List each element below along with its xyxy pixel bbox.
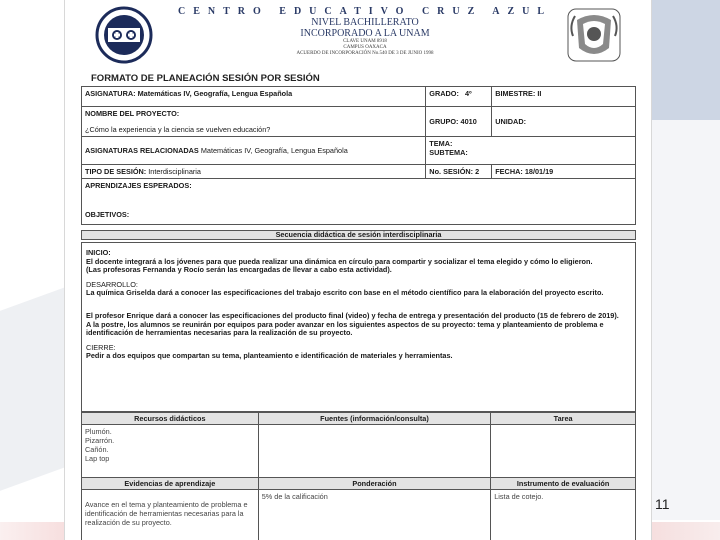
closing-label: CIERRE: <box>86 342 116 352</box>
learning-objectives-cell <box>82 179 636 225</box>
session-info-table <box>81 86 636 225</box>
format-title: FORMATO DE PLANEACIÓN SESIÓN POR SESIÓN <box>91 73 320 84</box>
list-item: Plumón. <box>85 427 112 436</box>
institution-name: CENTRO EDUCATIVO CRUZ AZUL <box>177 6 553 17</box>
document-header <box>65 0 653 70</box>
session-number-value: 2 <box>475 167 480 176</box>
session-number-label: No. SESIÓN: <box>429 167 474 176</box>
related-subjects-cell <box>82 137 426 165</box>
unit-label: UNIDAD: <box>495 117 527 126</box>
background-shape <box>0 278 64 502</box>
resources-header: Recursos didácticos <box>82 413 259 425</box>
sources-cell <box>258 425 491 479</box>
session-number-cell <box>426 165 492 179</box>
date-cell <box>492 165 636 179</box>
institution-key: CLAVE UNAM 8918 <box>343 39 387 44</box>
planning-document <box>64 0 652 540</box>
weighting-header: Ponderación <box>258 478 491 490</box>
school-logo-icon <box>95 6 153 64</box>
institution-campus: CAMPUS OAXACA <box>343 45 387 50</box>
unam-seal-icon <box>565 6 623 64</box>
evidence-header: Evidencias de aprendizaje <box>82 478 259 490</box>
evidence-cell: Avance en el tema y planteamiento de problema e identificación de herramientas necesarias para la realización de su proyecto. <box>82 490 259 540</box>
bimester-label: BIMESTRE: <box>495 89 536 98</box>
project-label: NOMBRE DEL PROYECTO: <box>85 109 180 118</box>
list-item: Lap top <box>85 454 110 463</box>
list-item: Cañón. <box>85 445 109 454</box>
start-text: El docente integrará a los jóvenes para que pueda realizar una dinámica en círculo para compartir y socializar el tema elegido y cómo lo eligieron. <box>86 256 593 266</box>
group-cell <box>426 107 492 137</box>
slide-page-number: 11 <box>655 496 670 512</box>
grade-cell <box>426 87 492 107</box>
institution-agreement: ACUERDO DE INCORPORACIÓN No.540 DE 3 DE JUNIO 1998 <box>296 51 434 56</box>
date-value: 18/01/19 <box>524 167 554 176</box>
session-type-value: Interdisciplinaria <box>148 167 201 176</box>
session-type-label: TIPO DE SESIÓN: <box>85 167 147 176</box>
subtopic-label: SUBTEMA: <box>429 148 468 157</box>
subject-cell <box>82 87 426 107</box>
sources-header: Fuentes (información/consulta) <box>258 413 491 425</box>
weighting-cell: 5% de la calificación <box>258 490 491 540</box>
list-item: Pizarrón. <box>85 436 115 445</box>
institution-level: NIVEL BACHILLERATO <box>311 17 419 28</box>
development-text: El profesor Enrique dará a conocer las especificaciones del producto final (video) y fecha de entrega y presentación del producto (15 de febrero de 2019). <box>86 310 619 320</box>
project-value: ¿Cómo la experiencia y la ciencia se vuelven educación? <box>85 125 271 134</box>
instrument-cell: Lista de cotejo. <box>491 490 636 540</box>
development-label: DESARROLLO: <box>86 279 138 289</box>
related-subjects-label: ASIGNATURAS RELACIONADAS <box>85 146 199 155</box>
resources-list <box>82 425 259 479</box>
group-label: GRUPO: <box>429 117 459 126</box>
subject-value: Matemáticas IV, Geografía, Lengua Española <box>137 89 293 98</box>
session-type-cell <box>82 165 426 179</box>
resources-table <box>81 412 636 479</box>
homework-header: Tarea <box>491 413 636 425</box>
grade-label: GRADO: <box>429 89 459 98</box>
unit-cell <box>492 107 636 137</box>
start-label: INICIO: <box>86 248 111 257</box>
expected-learning-label: APRENDIZAJES ESPERADOS: <box>85 181 192 190</box>
bimester-value: II <box>537 89 542 98</box>
instrument-header: Instrumento de evaluación <box>491 478 636 490</box>
objectives-label: OBJETIVOS: <box>85 210 130 219</box>
date-label: FECHA: <box>495 167 523 176</box>
bimester-cell <box>492 87 636 107</box>
project-cell <box>82 107 426 137</box>
start-note: (Las profesoras Fernanda y Rocío serán las encargadas de llevar a cabo esta actividad). <box>86 265 392 275</box>
development-text: A la postre, los alumnos se reunirán por equipos para poder avanzar en los siguientes aspectos de su proyecto: tema y planteamiento de problema e identificación de herramientas necesarias para la realización de su proyecto. <box>86 319 604 338</box>
grade-value: 4º <box>464 89 472 98</box>
sequence-title: Secuencia didáctica de sesión interdisciplinaria <box>81 230 636 240</box>
background-panel <box>650 0 720 120</box>
institution-header <box>175 6 555 57</box>
didactic-sequence <box>81 242 636 412</box>
topic-label: TEMA: <box>429 139 453 148</box>
homework-cell <box>491 425 636 479</box>
institution-incorporation: INCORPORADO A LA UNAM <box>300 28 430 39</box>
closing-text: Pedir a dos equipos que compartan su tema, planteamiento e identificación de materiales y herramientas. <box>86 351 453 361</box>
evaluation-table <box>81 477 636 540</box>
slide-background-left <box>0 0 64 540</box>
subject-label: ASIGNATURA: <box>85 89 136 98</box>
development-text: La química Griselda dará a conocer las especificaciones del trabajo escrito con base en el método científico para la elaboración del proyecto escrito. <box>86 288 604 298</box>
topic-cell <box>426 137 636 165</box>
group-value: 4010 <box>460 117 477 126</box>
related-subjects-value: Matemáticas IV, Geografía, Lengua Española <box>200 146 348 155</box>
